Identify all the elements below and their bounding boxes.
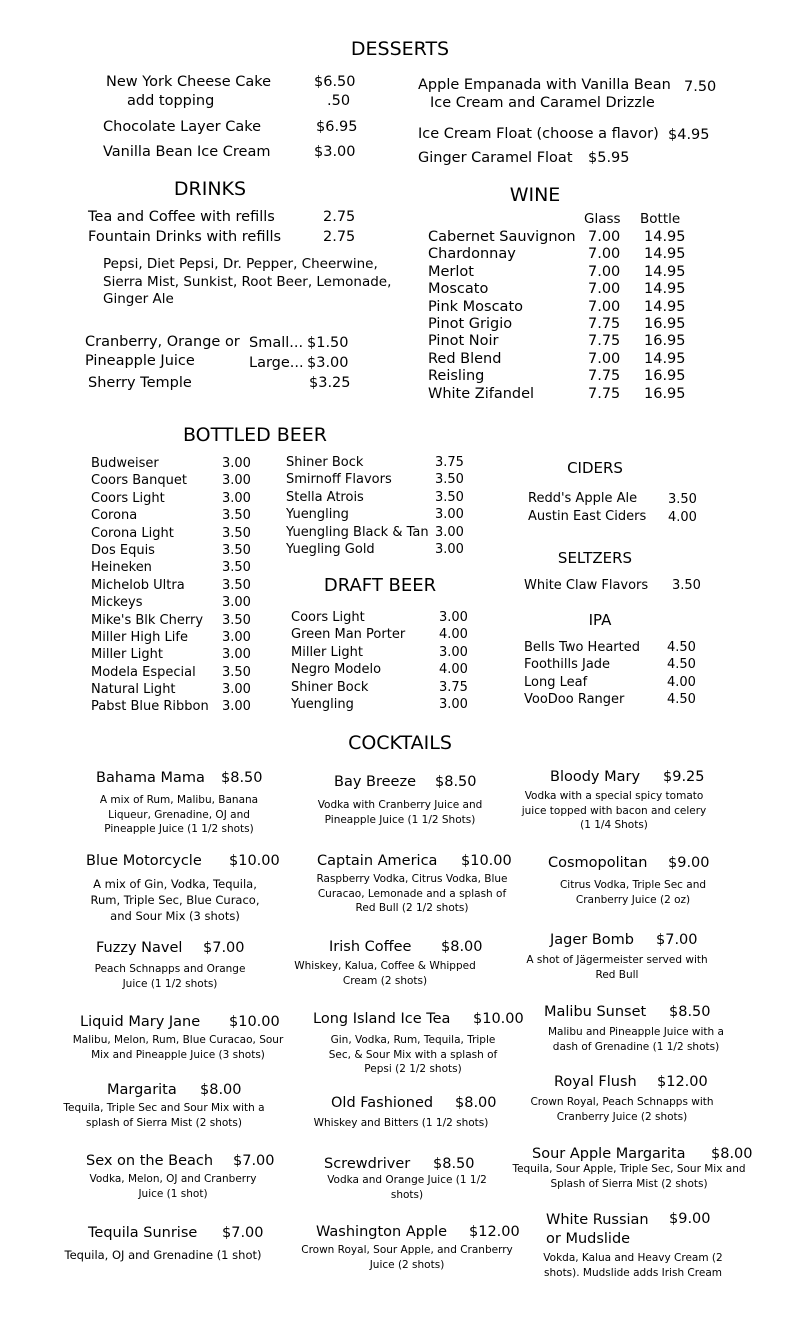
wine-row <box>428 246 688 263</box>
cocktail-desc: A mix of Rum, Malibu, Banana Liqueur, Grenadine, OJ and Pineapple Juice (1 1/2 shots) <box>99 794 259 835</box>
cider-item: Austin East Ciders <box>528 509 647 524</box>
wine-row <box>428 368 688 385</box>
wine-heading: WINE <box>509 184 561 206</box>
cocktail-desc: A mix of Gin, Vodka, Tequila, Rum, Triple Sec, Blue Curaco, and Sour Mix (3 shots) <box>90 877 260 923</box>
cocktail-price: $8.00 <box>455 1095 497 1111</box>
beer-name: Shiner Bock <box>291 679 369 695</box>
beer-name: Shiner Bock <box>286 455 364 470</box>
cocktail-desc: Malibu and Pineapple Juice with a dash of Grenadine (1 1/2 shots) <box>548 1026 724 1053</box>
beer-price: 3.00 <box>435 541 464 557</box>
beer-row <box>291 644 471 661</box>
cocktails-heading: COCKTAILS <box>348 732 452 754</box>
seltzer-price: 3.50 <box>672 578 701 593</box>
beer-price: 4.00 <box>439 662 468 678</box>
beer-price: 3.50 <box>222 560 251 576</box>
cocktail-name: Malibu Sunset <box>544 1004 647 1020</box>
cocktail-desc: Vokda, Kalua and Heavy Cream (2 shots). Mudslide adds Irish Cream <box>543 1252 723 1279</box>
beer-row <box>91 646 261 663</box>
wine-glass-price: 7.75 <box>588 385 621 402</box>
beer-name: Dos Equis <box>91 542 155 558</box>
beer-row <box>91 612 261 629</box>
beer-row <box>91 664 261 681</box>
dessert-item: Ice Cream and Caramel Drizzle <box>430 95 655 111</box>
draft-beer-list <box>291 609 471 713</box>
cocktail-name: Sour Apple Margarita <box>532 1146 686 1162</box>
beer-row <box>291 626 471 643</box>
wine-col-bottle: Bottle <box>640 211 681 227</box>
wine-row <box>428 281 688 298</box>
beer-price: 3.00 <box>435 507 464 523</box>
dessert-price: 7.50 <box>684 79 717 95</box>
dessert-item: Ginger Caramel Float <box>418 150 573 166</box>
cocktail-name: Royal Flush <box>554 1074 637 1090</box>
cocktail-desc: Whiskey and Bitters (1 1/2 shots) <box>313 1117 489 1129</box>
beer-row <box>91 594 261 611</box>
beer-name: Natural Light <box>91 682 176 698</box>
beer-name: Mike's Blk Cherry <box>91 612 204 628</box>
wine-row <box>428 299 688 316</box>
ipa-name: Long Leaf <box>524 674 588 690</box>
cocktail-name: White Russian or Mudslide <box>546 1212 649 1247</box>
ipa-row <box>524 639 699 656</box>
beer-row <box>286 454 466 471</box>
wine-bottle-price: 14.95 <box>644 350 686 367</box>
cocktail-name: Tequila Sunrise <box>88 1225 198 1241</box>
wine-name: Moscato <box>428 281 489 298</box>
beer-name: Coors Banquet <box>91 473 187 489</box>
ipa-list <box>524 639 699 709</box>
wine-col-glass: Glass <box>584 211 621 227</box>
cocktail-desc: Tequila, Sour Apple, Triple Sec, Sour Mix and Splash of Sierra Mist (2 shots) <box>512 1163 746 1190</box>
juice-price: $1.50 <box>307 335 349 351</box>
beer-name: Pabst Blue Ribbon <box>91 699 209 715</box>
beer-name: Green Man Porter <box>291 627 406 643</box>
beer-name: Miller High Life <box>91 629 188 645</box>
beer-name: Miller Light <box>91 647 163 663</box>
cocktail-desc: Crown Royal, Peach Schnapps with Cranberry Juice (2 shots) <box>530 1096 714 1123</box>
beer-name: Yuengling <box>291 696 354 712</box>
beer-name: Corona Light <box>91 525 174 541</box>
wine-glass-price: 7.75 <box>588 333 621 350</box>
beer-row <box>291 696 471 713</box>
dessert-item: Apple Empanada with Vanilla Bean <box>418 77 671 93</box>
beer-name: Stella Atrois <box>286 489 364 505</box>
beer-name: Yuengling Black & Tan <box>286 524 429 540</box>
wine-row <box>428 333 688 350</box>
beer-price: 3.50 <box>222 577 251 593</box>
cocktail-desc: Tequila, Triple Sec and Sour Mix with a splash of Sierra Mist (2 shots) <box>63 1102 265 1129</box>
beer-row <box>291 609 471 626</box>
drink-price: $3.25 <box>309 375 351 391</box>
fountain-drinks-list: Pepsi, Diet Pepsi, Dr. Pepper, Cheerwine, Sierra Mist, Sunkist, Root Beer, Lemonade, Ginger Ale <box>103 256 392 307</box>
beer-price: 3.00 <box>222 682 251 698</box>
cocktail-name: Long Island Ice Tea <box>313 1011 451 1027</box>
dessert-item: New York Cheese Cake <box>106 74 272 90</box>
beer-row <box>91 542 261 559</box>
cocktail-name: Irish Coffee <box>329 939 412 955</box>
cocktail-price: $9.00 <box>668 855 710 871</box>
bottled-beer-list-2 <box>286 454 466 558</box>
ipa-price: 4.50 <box>667 640 696 655</box>
beer-price: 3.50 <box>222 508 251 524</box>
beer-row <box>91 525 261 542</box>
beer-price: 3.00 <box>222 629 251 645</box>
cocktail-name: Fuzzy Navel <box>96 940 183 956</box>
cocktail-price: $8.00 <box>441 939 483 955</box>
cocktail-name: Bay Breeze <box>334 774 416 790</box>
beer-price: 3.00 <box>439 696 468 712</box>
bottled-beer-list-1 <box>91 455 261 716</box>
ipa-row <box>524 674 699 691</box>
beer-name: Budweiser <box>91 456 159 471</box>
cocktail-price: $7.00 <box>656 932 698 948</box>
beer-row <box>91 455 261 472</box>
beer-price: 3.50 <box>435 472 464 488</box>
beer-price: 3.00 <box>439 644 468 660</box>
ciders-heading: CIDERS <box>567 459 623 477</box>
cocktail-price: $8.50 <box>433 1156 475 1172</box>
beer-price: 3.50 <box>222 525 251 541</box>
dessert-item: add topping <box>127 93 215 109</box>
wine-glass-price: 7.00 <box>588 350 621 367</box>
wine-name: Pink Moscato <box>428 298 524 315</box>
beer-row <box>91 490 261 507</box>
beer-price: 3.50 <box>435 489 464 505</box>
ipa-heading: IPA <box>588 611 612 629</box>
beer-row <box>91 629 261 646</box>
juice-price: $3.00 <box>307 355 349 371</box>
dessert-price: $6.50 <box>314 74 356 90</box>
wine-name: Cabernet Sauvignon <box>428 229 576 245</box>
wine-bottle-price: 14.95 <box>644 263 686 280</box>
beer-name: Smirnoff Flavors <box>286 472 392 488</box>
cocktail-name: Old Fashioned <box>331 1095 434 1111</box>
beer-price: 4.00 <box>439 627 468 643</box>
wine-name: Pinot Grigio <box>428 315 513 332</box>
ipa-name: VooDoo Ranger <box>524 692 625 708</box>
beer-row <box>91 577 261 594</box>
wine-row <box>428 264 688 281</box>
cocktail-desc: Crown Royal, Sour Apple, and Cranberry Juice (2 shots) <box>301 1244 513 1271</box>
juice-size: Large... <box>249 355 304 371</box>
cocktail-name: Washington Apple <box>316 1224 448 1240</box>
cocktail-price: $8.50 <box>435 774 477 790</box>
wine-name: Pinot Noir <box>428 333 499 350</box>
beer-price: 3.00 <box>222 456 251 471</box>
drink-price: 2.75 <box>323 229 356 245</box>
cocktail-price: $12.00 <box>469 1224 520 1240</box>
wine-name: Merlot <box>428 263 474 280</box>
beer-name: Corona <box>91 508 138 524</box>
wine-glass-price: 7.00 <box>588 281 621 298</box>
wine-bottle-price: 16.95 <box>644 368 686 385</box>
cocktail-price: $8.00 <box>711 1146 753 1162</box>
cocktail-name: Margarita <box>107 1082 177 1098</box>
beer-name: Yuegling Gold <box>286 541 375 557</box>
cocktail-name: Bahama Mama <box>96 770 205 786</box>
beer-price: 3.00 <box>435 524 464 540</box>
wine-bottle-price: 14.95 <box>644 298 686 315</box>
beer-price: 3.50 <box>222 542 251 558</box>
beer-row <box>286 541 466 558</box>
beer-price: 3.50 <box>222 664 251 680</box>
drinks-heading: DRINKS <box>173 178 247 200</box>
ipa-price: 4.50 <box>667 657 696 673</box>
wine-glass-price: 7.75 <box>588 368 621 385</box>
cocktail-name: Cosmopolitan <box>548 855 648 871</box>
wine-name: Chardonnay <box>428 246 516 263</box>
beer-name: Coors Light <box>291 610 365 625</box>
cocktail-price: $7.00 <box>233 1153 275 1169</box>
draft-beer-heading: DRAFT BEER <box>323 575 437 596</box>
beer-row <box>286 471 466 488</box>
cocktail-name: Bloody Mary <box>550 769 641 785</box>
beer-price: 3.00 <box>222 647 251 663</box>
juice-label: Cranberry, Orange or <box>85 334 240 350</box>
beer-name: Yuengling <box>286 507 349 523</box>
beer-row <box>291 661 471 678</box>
dessert-item: Chocolate Layer Cake <box>103 119 262 135</box>
beer-price: 3.00 <box>222 699 251 715</box>
drink-item: Tea and Coffee with refills <box>88 209 275 225</box>
ipa-name: Bells Two Hearted <box>524 640 640 655</box>
seltzers-heading: SELTZERS <box>557 549 633 567</box>
cocktail-desc: Tequila, OJ and Grenadine (1 shot) <box>64 1248 262 1262</box>
beer-row <box>91 698 261 715</box>
cocktail-desc: Peach Schnapps and Orange Juice (1 1/2 shots) <box>94 963 246 990</box>
wine-row <box>428 229 688 246</box>
beer-price: 3.50 <box>222 612 251 628</box>
drink-price: 2.75 <box>323 209 356 225</box>
cocktail-desc: Citrus Vodka, Triple Sec and Cranberry Juice (2 oz) <box>559 879 707 906</box>
bottled-beer-heading: BOTTLED BEER <box>182 424 328 446</box>
wine-bottle-price: 14.95 <box>644 281 686 298</box>
wine-glass-price: 7.00 <box>588 246 621 263</box>
wine-row <box>428 351 688 368</box>
wine-row <box>428 386 688 403</box>
beer-name: Miller Light <box>291 644 363 660</box>
wine-glass-price: 7.00 <box>588 263 621 280</box>
cocktail-desc: Gin, Vodka, Rum, Tequila, Triple Sec, & Sour Mix with a splash of Pepsi (2 1/2 shots) <box>328 1034 498 1075</box>
beer-name: Heineken <box>91 560 152 576</box>
cider-price: 3.50 <box>668 492 697 507</box>
cocktail-price: $10.00 <box>229 853 280 869</box>
wine-row <box>428 316 688 333</box>
cocktail-desc: Raspberry Vodka, Citrus Vodka, Blue Curacao, Lemonade and a splash of Red Bull (2 1/2 shots) <box>316 873 508 914</box>
cocktail-desc: Malibu, Melon, Rum, Blue Curacao, Sour Mix and Pineapple Juice (3 shots) <box>72 1034 284 1061</box>
beer-price: 3.00 <box>222 490 251 506</box>
drink-item: Fountain Drinks with refills <box>88 229 282 245</box>
beer-name: Coors Light <box>91 490 165 506</box>
cider-item: Redd's Apple Ale <box>528 491 638 506</box>
dessert-price: $3.00 <box>314 144 356 160</box>
cocktail-price: $8.50 <box>221 770 263 786</box>
beer-price: 3.75 <box>439 679 468 695</box>
cocktail-price: $9.25 <box>663 769 705 785</box>
beer-price: 3.00 <box>222 473 251 489</box>
cocktail-price: $8.50 <box>669 1004 711 1020</box>
dessert-price: $5.95 <box>588 150 630 166</box>
ipa-price: 4.50 <box>667 692 696 708</box>
cocktail-desc: A shot of Jägermeister served with Red Bull <box>526 954 708 981</box>
dessert-price: .50 <box>327 93 351 109</box>
cocktail-desc: Vodka with Cranberry Juice and Pineapple Juice (1 1/2 Shots) <box>317 799 483 826</box>
beer-name: Michelob Ultra <box>91 577 185 593</box>
seltzer-item: White Claw Flavors <box>524 578 649 593</box>
wine-bottle-price: 14.95 <box>644 229 686 245</box>
beer-row <box>286 524 466 541</box>
ipa-name: Foothills Jade <box>524 657 611 673</box>
wine-name: Red Blend <box>428 350 502 367</box>
beer-price: 3.75 <box>435 455 464 470</box>
juice-size: Small... <box>249 335 304 351</box>
dessert-price: $6.95 <box>316 119 358 135</box>
dessert-price: $4.95 <box>668 127 710 143</box>
ipa-price: 4.00 <box>667 674 696 690</box>
cocktail-desc: Vodka with a special spicy tomato juice topped with bacon and celery (1 1/4 Shots) <box>521 790 707 831</box>
wine-name: White Zifandel <box>428 385 535 402</box>
wine-name: Reisling <box>428 368 485 385</box>
cocktail-price: $8.00 <box>200 1082 242 1098</box>
wine-glass-price: 7.00 <box>588 229 621 245</box>
cocktail-name: Sex on the Beach <box>86 1153 214 1169</box>
cocktail-name: Blue Motorcycle <box>86 853 202 869</box>
cider-price: 4.00 <box>668 510 697 525</box>
wine-glass-price: 7.00 <box>588 298 621 315</box>
beer-row <box>91 472 261 489</box>
cocktail-name: Captain America <box>317 853 438 869</box>
juice-label: Pineapple Juice <box>85 353 195 369</box>
beer-row <box>286 506 466 523</box>
wine-bottle-price: 16.95 <box>644 385 686 402</box>
drink-item: Sherry Temple <box>88 375 192 391</box>
ipa-row <box>524 656 699 673</box>
dessert-item: Ice Cream Float (choose a flavor) <box>418 126 659 142</box>
wine-glass-price: 7.75 <box>588 315 621 332</box>
beer-row <box>291 679 471 696</box>
desserts-heading: DESSERTS <box>350 38 450 60</box>
beer-row <box>91 681 261 698</box>
cocktail-price: $7.00 <box>203 940 245 956</box>
wine-list <box>428 229 688 403</box>
beer-row <box>91 507 261 524</box>
cocktail-price: $10.00 <box>461 853 512 869</box>
cocktail-desc: Vodka, Melon, OJ and Cranberry Juice (1 shot) <box>89 1173 257 1200</box>
cocktail-price: $10.00 <box>473 1011 524 1027</box>
wine-bottle-price: 14.95 <box>644 246 686 263</box>
beer-name: Modela Especial <box>91 664 196 680</box>
dessert-item: Vanilla Bean Ice Cream <box>103 144 271 160</box>
cocktail-price: $12.00 <box>657 1074 708 1090</box>
cocktail-name: Liquid Mary Jane <box>80 1014 201 1030</box>
cocktail-name: Screwdriver <box>324 1156 411 1172</box>
cocktail-name: Jager Bomb <box>550 932 635 948</box>
wine-bottle-price: 16.95 <box>644 333 686 350</box>
beer-price: 3.00 <box>222 595 251 611</box>
beer-row <box>91 559 261 576</box>
cocktail-price: $10.00 <box>229 1014 280 1030</box>
cocktail-price: $7.00 <box>222 1225 264 1241</box>
beer-name: Mickeys <box>91 595 143 611</box>
cocktail-desc: Whiskey, Kalua, Coffee & Whipped Cream (2 shots) <box>294 960 476 987</box>
beer-name: Negro Modelo <box>291 662 382 678</box>
beer-row <box>286 489 466 506</box>
beer-price: 3.00 <box>439 610 468 625</box>
cocktail-price: $9.00 <box>669 1211 711 1227</box>
wine-bottle-price: 16.95 <box>644 315 686 332</box>
cocktail-desc: Vodka and Orange Juice (1 1/2 shots) <box>327 1174 487 1201</box>
ipa-row <box>524 691 699 708</box>
